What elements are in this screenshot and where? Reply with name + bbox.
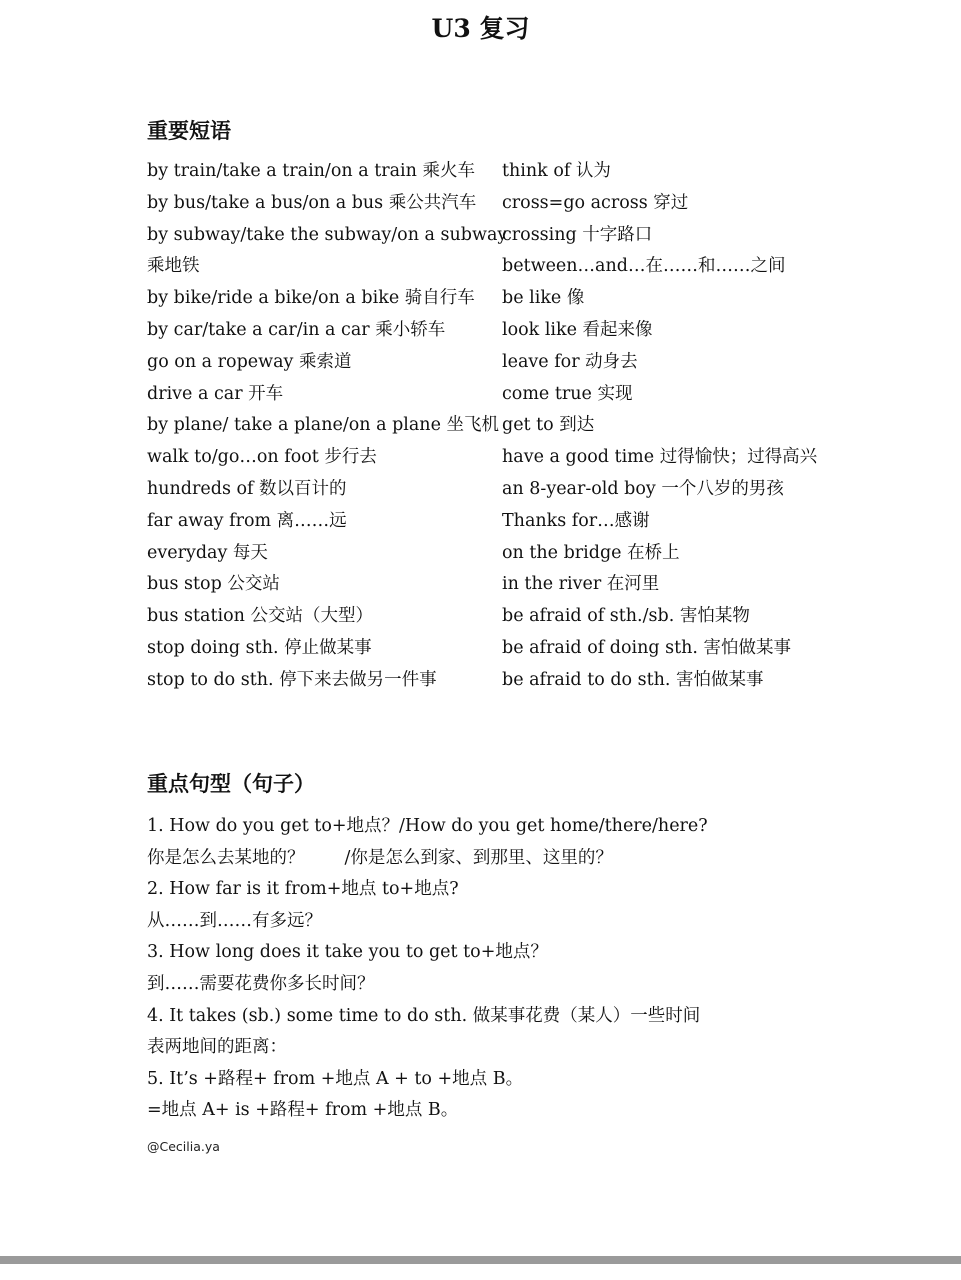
phrases-left-column bbox=[147, 156, 508, 697]
phrase-item: look like 看起来像 bbox=[502, 319, 653, 340]
sentence-2-chinese: 从……到……有多远？ bbox=[147, 910, 322, 931]
phrase-item: be afraid of sth./sb. 害怕某物 bbox=[502, 606, 750, 627]
phrase-item: by bus/take a bus/on a bus 乘公共汽车 bbox=[147, 192, 477, 213]
phrase-item: drive a car 开车 bbox=[147, 383, 284, 404]
phrase-item: on the bridge 在桥上 bbox=[502, 542, 680, 563]
sentence-4-english: 4. It takes (sb.) some time to do sth. 做某事花费（某人）一些时间 bbox=[147, 1005, 701, 1026]
phrase-item: 乘地铁 bbox=[147, 256, 200, 277]
phrases-heading: 重要短语 bbox=[147, 118, 231, 143]
sentence-1-chinese-a: 你是怎么去某地的？ bbox=[147, 847, 305, 868]
phrase-item: get to 到达 bbox=[502, 415, 595, 436]
author-watermark: @Cecilia.ya bbox=[147, 1139, 220, 1154]
sentence-5-alternate: =地点 A+ is +路程+ from +地点 B。 bbox=[147, 1100, 459, 1121]
sentence-3-chinese: 到……需要花费你多长时间？ bbox=[147, 973, 375, 994]
phrase-item: by bike/ride a bike/on a bike 骑自行车 bbox=[147, 288, 475, 309]
sentence-1-english: 1. How do you get to+地点？/How do you get home/there/here? bbox=[147, 816, 708, 836]
sentence-5-english: 5. It’s +路程+ from +地点 A + to +地点 B。 bbox=[147, 1068, 524, 1089]
phrase-item: everyday 每天 bbox=[147, 542, 268, 563]
sentence-1-chinese-b: /你是怎么到家、到那里、这里的？ bbox=[344, 847, 613, 868]
sentences-heading: 重点句型（句子） bbox=[147, 771, 315, 796]
phrase-item: hundreds of 数以百计的 bbox=[147, 478, 347, 499]
phrase-item: by train/take a train/on a train 乘火车 bbox=[147, 161, 475, 181]
phrase-item: far away from 离……远 bbox=[147, 510, 347, 531]
phrase-item: be afraid to do sth. 害怕做某事 bbox=[502, 669, 764, 690]
phrase-item: by plane/ take a plane/on a plane 坐飞机 bbox=[147, 415, 499, 436]
phrase-item: crossing 十字路口 bbox=[502, 224, 653, 245]
phrase-item: by car/take a car/in a car 乘小轿车 bbox=[147, 319, 446, 340]
phrase-item: be afraid of doing sth. 害怕做某事 bbox=[502, 637, 792, 658]
phrase-item: come true 实现 bbox=[502, 383, 633, 404]
page-bottom-bar bbox=[0, 1256, 961, 1264]
phrase-item: an 8-year-old boy 一个八岁的男孩 bbox=[502, 478, 784, 499]
sentence-1-chinese bbox=[147, 843, 847, 875]
phrases-right-column bbox=[502, 156, 902, 697]
page-title: U3 复习 bbox=[431, 14, 530, 43]
sentence-list bbox=[147, 811, 847, 1127]
sentence-4-chinese: 表两地间的距离： bbox=[147, 1037, 287, 1058]
phrase-item: by subway/take the subway/on a subway bbox=[147, 224, 508, 245]
phrase-item: in the river 在河里 bbox=[502, 574, 660, 595]
phrase-item: have a good time 过得愉快；过得高兴 bbox=[502, 447, 818, 468]
phrase-item: cross=go across 穿过 bbox=[502, 192, 689, 213]
phrase-item: bus station 公交站（大型） bbox=[147, 606, 373, 627]
sentence-3-english: 3. How long does it take you to get to+地点？ bbox=[147, 942, 548, 963]
phrase-item: between…and…在……和……之间 bbox=[502, 256, 786, 277]
phrase-item: stop to do sth. 停下来去做另一件事 bbox=[147, 669, 437, 690]
phrase-item: Thanks for…感谢 bbox=[502, 510, 650, 531]
phrase-item: leave for 动身去 bbox=[502, 351, 638, 372]
phrase-item: stop doing sth. 停止做某事 bbox=[147, 637, 372, 658]
sentence-2-english: 2. How far is it from+地点 to+地点? bbox=[147, 879, 459, 900]
phrase-item: be like 像 bbox=[502, 288, 585, 309]
phrase-item: think of 认为 bbox=[502, 161, 611, 181]
phrase-item: bus stop 公交站 bbox=[147, 574, 280, 595]
phrase-item: walk to/go…on foot 步行去 bbox=[147, 447, 377, 468]
phrase-item: go on a ropeway 乘索道 bbox=[147, 351, 352, 372]
